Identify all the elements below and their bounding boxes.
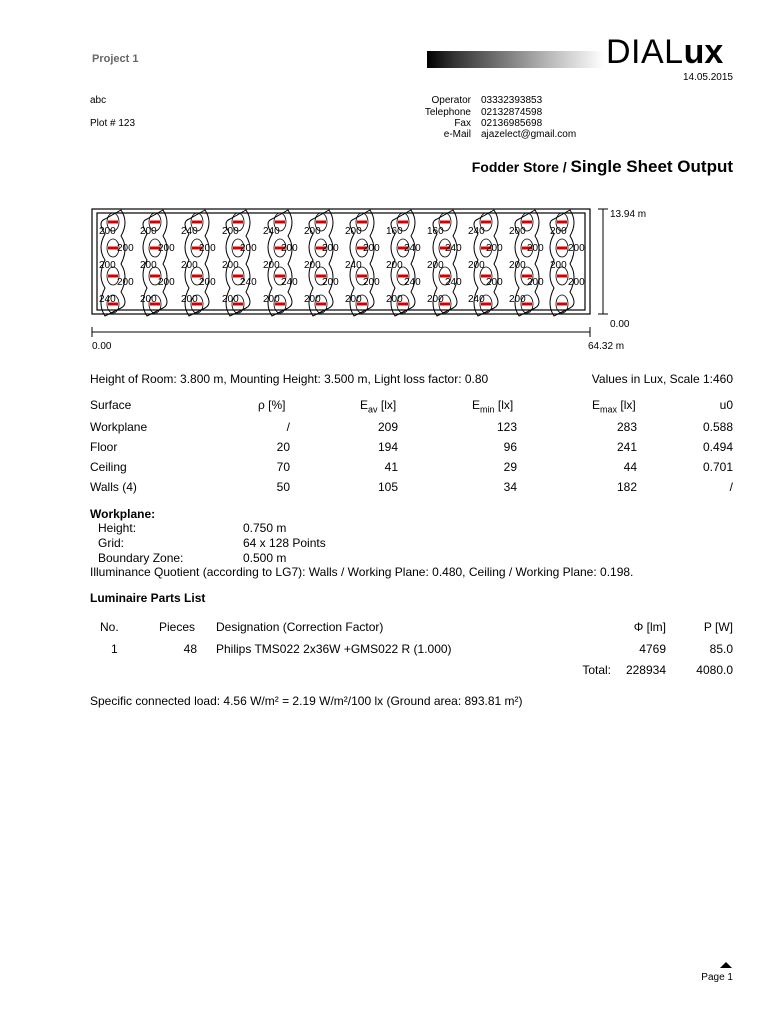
luminaire-marker: [557, 275, 567, 278]
report-date: 14.05.2015: [682, 72, 733, 83]
operator-value: 03332393853: [481, 95, 543, 106]
col-power: P [W]: [703, 620, 733, 634]
cell-surface: Walls (4): [90, 480, 137, 494]
cell-surface: Ceiling: [90, 460, 127, 474]
contour-value-label: 200: [304, 294, 321, 305]
page-title: Fodder Store / Single Sheet Output: [471, 157, 733, 176]
fax-value: 02136985698: [481, 118, 543, 129]
room-info: Height of Room: 3.800 m, Mounting Height: 3.500 m, Light loss factor: 0.80: [90, 372, 489, 386]
plan-height-label: 13.94 m: [610, 209, 647, 220]
cell-emin: 96: [503, 440, 517, 454]
col-designation: Designation (Correction Factor): [216, 620, 384, 634]
illuminance-quotient: Illuminance Quotient (according to LG7): Walls / Working Plane: 0.480, Ceiling / Working Plane: 0.198.: [90, 565, 634, 579]
surface-table-header: [90, 398, 733, 418]
contour-value-label: 200: [99, 226, 116, 237]
cell-u0: 0.701: [702, 460, 733, 474]
luminaire-marker: [557, 221, 567, 224]
cell-eav: 194: [377, 440, 398, 454]
luminaire-marker: [522, 221, 532, 224]
project-name: Project 1: [92, 53, 139, 65]
cell-eav: 209: [377, 420, 398, 434]
cell-flux: 4769: [639, 642, 666, 656]
luminaire-marker: [557, 303, 567, 306]
operator-label: Operator: [431, 95, 471, 106]
table-row: [90, 480, 733, 500]
contour-value-label: 200: [322, 277, 339, 288]
table-row: [90, 460, 733, 480]
contour-value-label: 160: [386, 226, 403, 237]
plan-y-origin-label: 0.00: [610, 319, 630, 330]
contour-value-label: 240: [281, 277, 298, 288]
contour-value-label: 200: [117, 277, 134, 288]
contour-value-label: 240: [99, 294, 116, 305]
cell-eav: 105: [377, 480, 398, 494]
contour-value-label: 200: [550, 226, 567, 237]
scale-info: Values in Lux, Scale 1:460: [591, 372, 733, 386]
cell-surface: Floor: [90, 440, 118, 454]
workplane-height-value: 0.750 m: [243, 521, 287, 535]
col-eav: $E_{av}$ [lx]: [360, 398, 397, 415]
plan-width-label: 64.32 m: [588, 341, 625, 352]
email-value: ajazelect@gmail.com: [481, 129, 577, 140]
contour-value-label: 200: [199, 277, 216, 288]
specific-connected-load: Specific connected load: 4.56 W/m² = 2.19 W/m²/100 lx (Ground area: 893.81 m²): [90, 694, 523, 708]
luminaire-marker: [192, 221, 202, 224]
col-pieces: Pieces: [159, 620, 196, 634]
luminaire-marker: [150, 221, 160, 224]
cell-emax: 241: [616, 440, 637, 454]
workplane-title: Workplane:: [90, 507, 156, 521]
total-label: Total:: [582, 663, 611, 677]
contour-value-label: 160: [427, 226, 444, 237]
cell-pieces: 48: [183, 642, 197, 656]
contour-value-label: 200: [304, 260, 321, 271]
contour-value-label: 200: [199, 243, 216, 254]
total-power: 4080.0: [696, 663, 733, 677]
luminaire-marker: [108, 221, 118, 224]
contour-value-label: 240: [240, 277, 257, 288]
contour-value-label: 200: [263, 260, 280, 271]
cell-eav: 41: [384, 460, 398, 474]
contour-value-label: 240: [404, 277, 421, 288]
contour-value-label: 200: [140, 226, 157, 237]
contour-value-label: 200: [158, 243, 175, 254]
contour-value-label: 240: [181, 226, 198, 237]
contour-value-label: 200: [527, 243, 544, 254]
table-row: [90, 440, 733, 460]
cell-designation: Philips TMS022 2x36W +GMS022 R (1.000): [216, 642, 452, 656]
luminaire-table-header: [90, 620, 733, 640]
cell-emax: 283: [616, 420, 637, 434]
col-u0: u0: [719, 398, 733, 412]
luminaire-marker: [233, 221, 243, 224]
contour-value-label: 200: [181, 260, 198, 271]
contour-value-label: 240: [263, 226, 280, 237]
cell-no: 1: [111, 642, 118, 656]
contour-value-label: 200: [222, 226, 239, 237]
contour-value-label: 200: [322, 243, 339, 254]
luminaire-marker: [440, 221, 450, 224]
contour-value-label: 240: [445, 277, 462, 288]
table-row: [90, 642, 733, 662]
workplane-boundary-label: Boundary Zone:: [98, 551, 184, 565]
contour-value-label: 200: [509, 294, 526, 305]
contour-value-label: 200: [345, 226, 362, 237]
contour-value-label: 200: [222, 260, 239, 271]
workplane-grid-value: 64 x 128 Points: [243, 536, 326, 550]
telephone-label: Telephone: [424, 107, 471, 118]
contour-value-label: 200: [486, 277, 503, 288]
col-rho: ρ [%]: [258, 398, 286, 412]
luminaire-marker: [316, 221, 326, 224]
contour-value-label: 200: [527, 277, 544, 288]
luminaire-marker: [557, 247, 567, 250]
luminaire-marker: [357, 221, 367, 224]
contour-value-label: 240: [445, 243, 462, 254]
col-no: No.: [100, 620, 119, 634]
contour-value-label: 200: [468, 260, 485, 271]
cell-emax: 182: [616, 480, 637, 494]
luminaire-total-row: [90, 663, 733, 683]
workplane-grid-label: Grid:: [98, 536, 125, 550]
contour-value-label: 200: [363, 277, 380, 288]
luminaire-marker: [481, 221, 491, 224]
contour-value-label: 200: [386, 260, 403, 271]
contour-value-label: 200: [509, 260, 526, 271]
cell-rho: 20: [276, 440, 290, 454]
cell-surface: Workplane: [90, 420, 148, 434]
contour-value-label: 200: [281, 243, 298, 254]
contour-value-label: 200: [509, 226, 526, 237]
contour-value-label: 200: [140, 294, 157, 305]
contour-value-label: 240: [468, 226, 485, 237]
contour-value-label: 200: [158, 277, 175, 288]
fax-label: Fax: [454, 118, 471, 129]
cell-u0: /: [729, 480, 733, 494]
total-flux: 228934: [625, 663, 666, 677]
luminaire-marker: [275, 221, 285, 224]
contour-value-label: 200: [99, 260, 116, 271]
cell-rho: /: [286, 420, 290, 434]
contour-value-label: 200: [363, 243, 380, 254]
contour-value-label: 240: [468, 294, 485, 305]
contour-value-label: 200: [222, 294, 239, 305]
col-emax: $E_{max}$ [lx]: [592, 398, 636, 415]
contour-value-label: 200: [568, 277, 585, 288]
page-number: Page 1: [701, 972, 733, 983]
plan-x-origin-label: 0.00: [92, 341, 112, 352]
cell-emin: 123: [496, 420, 517, 434]
workplane-height-label: Height:: [98, 521, 137, 535]
contour-value-label: 200: [304, 226, 321, 237]
luminaire-list-title: Luminaire Parts List: [90, 591, 206, 605]
plot-number: Plot # 123: [90, 118, 136, 129]
cell-rho: 50: [276, 480, 290, 494]
contour-value-label: 200: [386, 294, 403, 305]
col-surface: Surface: [90, 398, 132, 412]
cell-emin: 29: [503, 460, 517, 474]
cell-power: 85.0: [709, 642, 733, 656]
contour-value-label: 200: [117, 243, 134, 254]
client-name: abc: [90, 95, 107, 106]
isolux-plan: [0, 0, 768, 360]
cell-emax: 44: [623, 460, 637, 474]
cell-emin: 34: [503, 480, 517, 494]
page-up-arrow-icon: [720, 962, 732, 968]
contour-value-label: 200: [427, 294, 444, 305]
contour-value-label: 200: [181, 294, 198, 305]
col-emin: $E_{min}$ [lx]: [472, 398, 514, 415]
cell-u0: 0.588: [702, 420, 733, 434]
table-row: [90, 420, 733, 440]
contour-value-label: 200: [140, 260, 157, 271]
contour-value-label: 200: [240, 243, 257, 254]
contour-value-label: 200: [486, 243, 503, 254]
contour-value-label: 240: [404, 243, 421, 254]
workplane-boundary-value: 0.500 m: [243, 551, 287, 565]
contour-value-label: 200: [427, 260, 444, 271]
dialux-logo: DIALux: [606, 33, 724, 71]
luminaire-marker: [398, 221, 408, 224]
cell-rho: 70: [276, 460, 290, 474]
contour-value-label: 200: [550, 260, 567, 271]
contour-value-label: 200: [263, 294, 280, 305]
contour-value-label: 240: [345, 260, 362, 271]
email-label: e-Mail: [443, 129, 471, 140]
contour-value-label: 200: [345, 294, 362, 305]
telephone-value: 02132874598: [481, 107, 543, 118]
col-flux: Φ [lm]: [633, 620, 666, 634]
contour-value-label: 200: [568, 243, 585, 254]
cell-u0: 0.494: [702, 440, 733, 454]
